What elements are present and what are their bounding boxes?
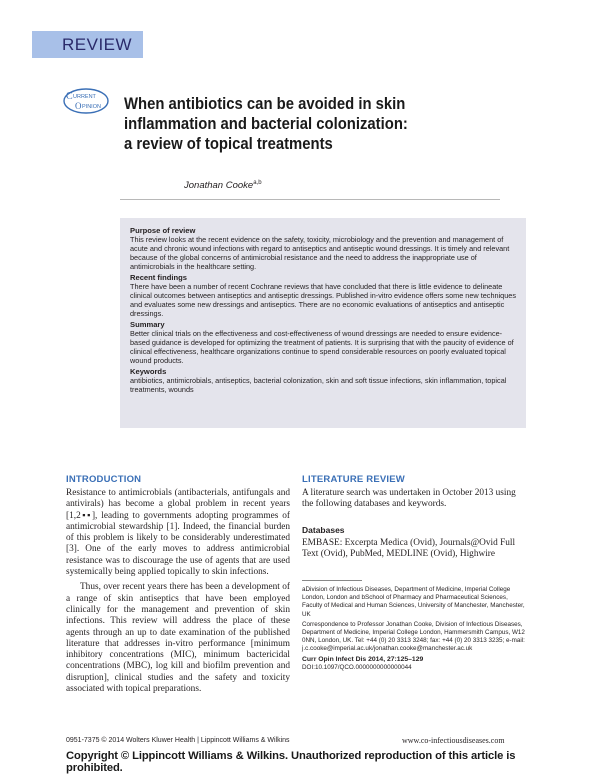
article-title [124,94,520,154]
logo-c: C [66,91,73,102]
author [184,180,262,191]
correspondence-note: Correspondence to Professor Jonathan Cooke, Division of Infectious Diseases, Department of Medicine, Imperial College London, Hammersmith Campus, W12 0NN, London, UK. Tel: +44 (0) 20 3313 3248; fax: +44 (0) 20 3313 3235; e-mail: j.c.cooke@imperial.ac.uk/jonathan.cooke@manchester.ac.uk [302,620,525,653]
journal-citation: Curr Opin Infect Dis 2014, 27:125–129 [302,655,424,663]
findings-text: There have been a number of recent Cochrane reviews that have concluded that there is little evidence to delineate clinical outcomes between antiseptics and antiseptic dressings. Published in-vitro evidence offers some new techniques and evaluates some new dressings and antiseptics. There are no economic evaluations of antiseptics and antiseptic dressings. [130,282,517,318]
logo-o: O [75,101,82,111]
summary-text: Better clinical trials on the effectiveness and cost-effectiveness of wound dressings are needed to ensure evidence-based guidance is developed for optimizing the treatment of patients. It is surprising that with the paucity of evidence of clinical effectiveness, healthcare organizations continue to spend considerable resources on poorly evaluated topical wound products. [130,329,514,365]
footnote-divider [302,580,362,581]
literature-review-heading: LITERATURE REVIEW [302,474,405,485]
author-name: Jonathan Cooke [184,180,254,192]
title-divider [120,199,500,200]
journal-website: www.co-infectiousdiseases.com [402,736,505,745]
author-affil-sup: a,b [253,180,262,186]
summary-heading: Summary [130,320,165,329]
footnotes [302,586,526,674]
affiliations-note: aDivision of Infectious Diseases, Department of Medicine, Imperial College London, London and bSchool of Pharmacy and Pharmaceutical Sciences, Faculty of Medical and Human Sciences, University of Manchester, Manchester, UK [302,586,525,618]
copyright-notice: Copyright © Lippincott Williams & Wilkins. Unauthorized reproduction of this article is prohibited. [66,750,516,774]
logo-line1: URRENT [73,94,96,100]
intro-paragraph-1: Resistance to antimicrobials (antibacterials, antifungals and antivirals) has become a global problem in recent years [1,2▪▪], leading to governments adopting programmes of antimicrobial stewardship [1]. Indeed, the financial burden of this problem is likely to be considerably underestimated [3]. One of the early moves to address antimicrobial resistance was to discourage the use of agents that are used systemically being applied topically to skin infections. [66,488,290,578]
current-opinion-logo [62,87,114,115]
keywords-text: antibiotics, antimicrobials, antiseptics, bacterial colonization, skin and soft tissue infections, skin inflammation, topical treatments, wounds [130,376,507,394]
logo-line2: PINION [82,104,101,110]
purpose-heading: Purpose of review [130,226,196,235]
intro-paragraph-2: Thus, over recent years there has been a development of a range of skin antiseptics that have been employed clinically for the management and prevention of skin infections. This review will address the place of these agents through an up to date examination of the published literature that addresses in-vitro performance [minimum inhibitory concentrations (MIC), minimum bactericidal concentrations (MBC), log kill and biofilm prevention and disruption], clinical studies and the safety and toxicity associated with topical preparations. [66,582,290,695]
literature-review-column [302,474,526,560]
doi: DOI:10.1097/QCO.0000000000000044 [302,663,412,671]
section-tag: REVIEW [32,31,143,58]
title-line-2: inflammation and bacterial colonization: [124,115,408,133]
databases-heading: Databases [302,524,345,535]
title-line-3: a review of topical treatments [124,135,333,153]
title-line-1: When antibiotics can be avoided in skin [124,95,406,113]
findings-heading: Recent findings [130,273,187,282]
introduction-heading: INTRODUCTION [66,474,142,485]
abstract-content [130,224,518,395]
issn-copyright-line: 0951-7375 © 2014 Wolters Kluwer Health | Lippincott Williams & Wilkins [66,737,290,744]
literature-review-paragraph: A literature search was undertaken in October 2013 using the following databases and keywords. [302,488,516,510]
purpose-text: This review looks at the recent evidence on the safety, toxicity, microbiology and the prevention and management of acute and chronic wound infections with regard to antiseptics and antiseptic wound dressings. It is timely and relevant because of the global concerns of antimicrobial resistance and the need to address the inappropriate use of antimicrobials in the healthcare setting. [130,235,510,271]
databases-text: EMBASE: Excerpta Medica (Ovid), Journals@Ovid Full Text (Ovid), PubMed, MEDLINE (Ovid), Highwire [302,537,516,559]
keywords-heading: Keywords [130,367,167,376]
introduction-column [66,474,290,695]
